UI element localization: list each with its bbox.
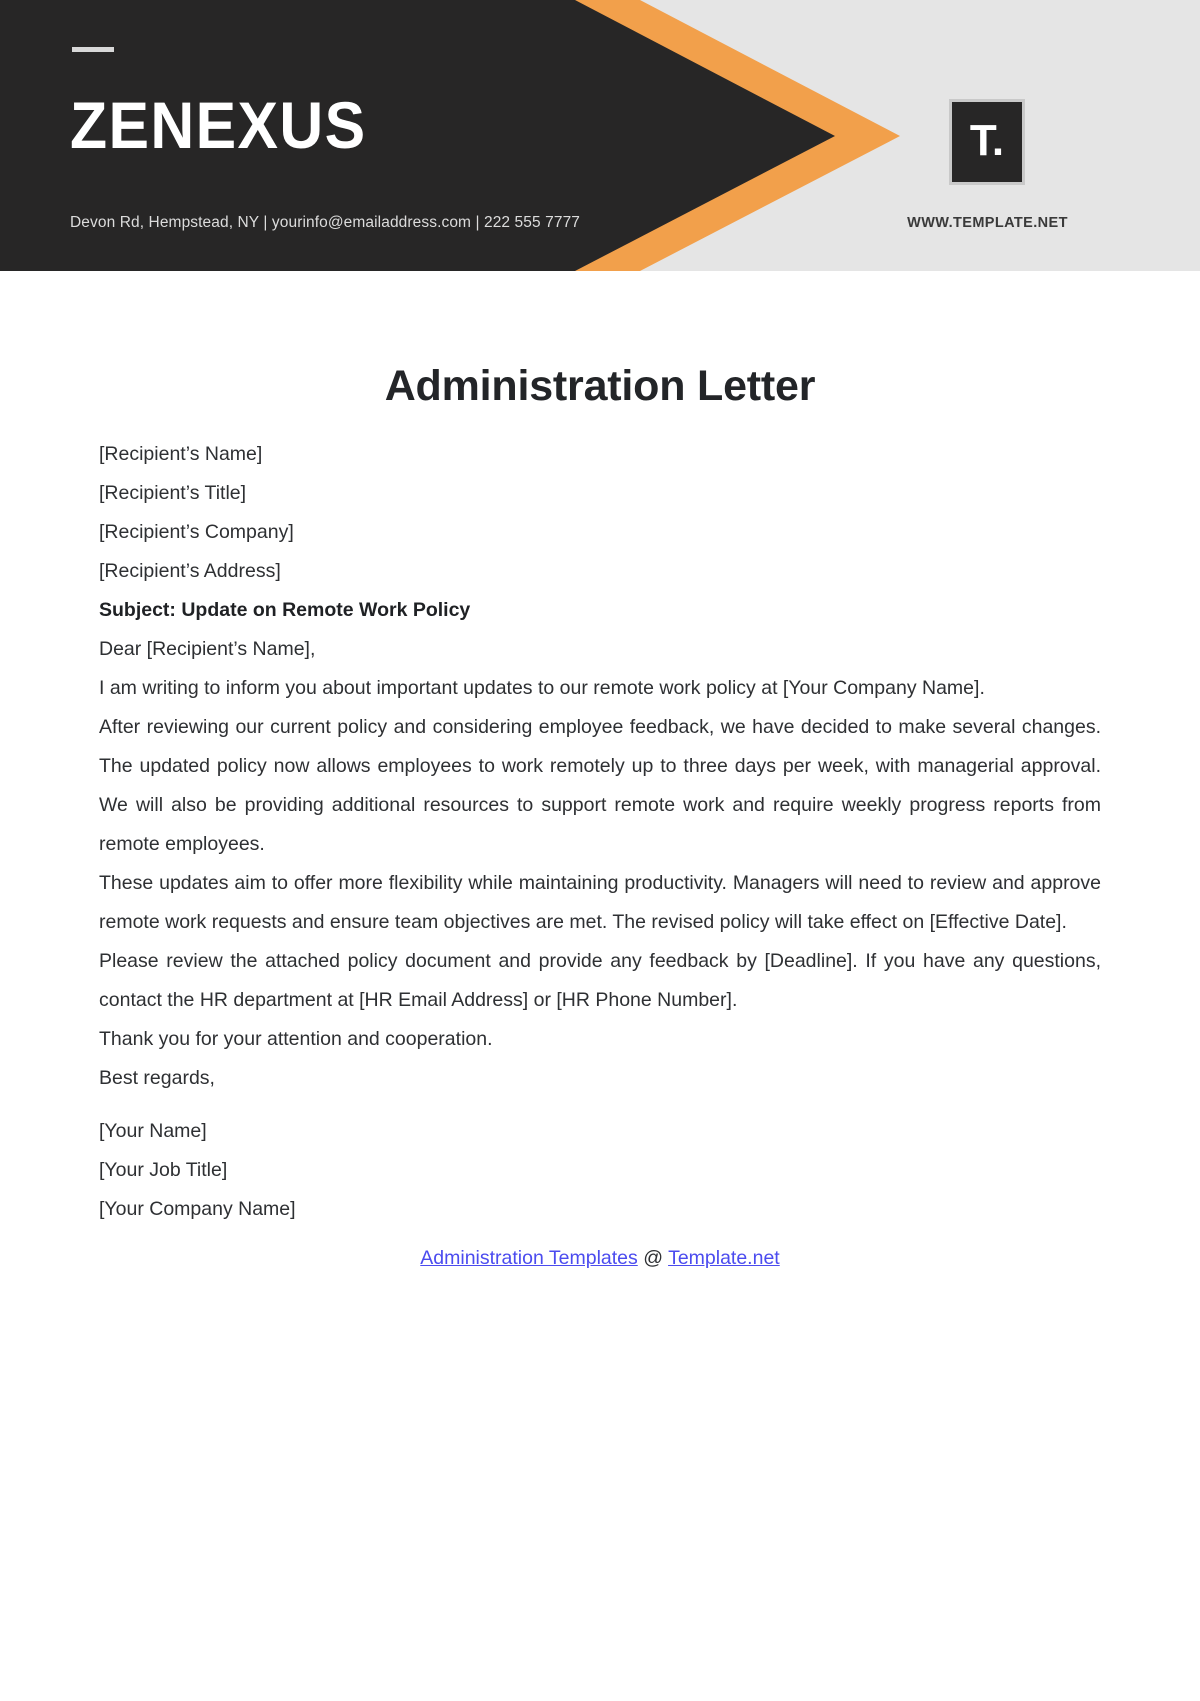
recipient-name: [Recipient’s Name] xyxy=(99,443,263,465)
salutation: Dear [Recipient’s Name], xyxy=(99,638,316,660)
template-net-website-url: WWW.TEMPLATE.NET xyxy=(907,215,1068,231)
letterhead-header xyxy=(0,0,1200,271)
company-contact-line: Devon Rd, Hempstead, NY | yourinfo@emailaddress.com | 222 555 7777 xyxy=(70,214,581,231)
signature-name: [Your Name] xyxy=(99,1120,207,1142)
letter-body xyxy=(99,411,1101,1278)
signature-job-title: [Your Job Title] xyxy=(99,1159,228,1181)
recipient-address: [Recipient’s Address] xyxy=(99,560,281,582)
recipient-title: [Recipient’s Title] xyxy=(99,482,247,504)
signature-spacer xyxy=(99,1098,1101,1112)
header-content xyxy=(0,0,1200,271)
page-title: Administration Letter xyxy=(384,362,816,410)
template-net-link[interactable]: Template.net xyxy=(668,1247,780,1269)
body-paragraph-5: Thank you for your attention and cooperation. xyxy=(99,1028,493,1050)
body-paragraph-3: These updates aim to offer more flexibility while maintaining productivity. Managers will need to review and approve remote work requests and ensure team objectives are met. The revised policy will take effect on [Effective Date]. xyxy=(99,872,1101,933)
template-net-logo xyxy=(949,99,1025,185)
signature-company: [Your Company Name] xyxy=(99,1198,296,1220)
brand-dash-accent xyxy=(72,47,114,52)
subject-line: Subject: Update on Remote Work Policy xyxy=(99,599,471,621)
body-paragraph-4: Please review the attached policy document and provide any feedback by [Deadline]. If you have any questions, contact the HR department at [HR Email Address] or [HR Phone Number]. xyxy=(99,950,1101,1011)
at-separator: @ xyxy=(643,1247,663,1269)
company-logo-wordmark: ZENEXUS xyxy=(70,88,367,162)
body-paragraph-2: After reviewing our current policy and considering employee feedback, we have decided to make several changes. The updated policy now allows employees to work remotely up to three days per week, with managerial approval. We will also be providing additional resources to support remote work and require weekly progress reports from remote employees. xyxy=(99,716,1101,855)
footer-attribution xyxy=(99,1239,1101,1278)
closing-salutation: Best regards, xyxy=(99,1067,215,1089)
recipient-company: [Recipient’s Company] xyxy=(99,521,294,543)
administration-templates-link[interactable]: Administration Templates xyxy=(420,1247,638,1269)
letter-document xyxy=(0,271,1200,1278)
body-paragraph-1: I am writing to inform you about important updates to our remote work policy at [Your Company Name]. xyxy=(99,677,985,699)
template-net-logo-glyph: T. xyxy=(969,116,1005,165)
